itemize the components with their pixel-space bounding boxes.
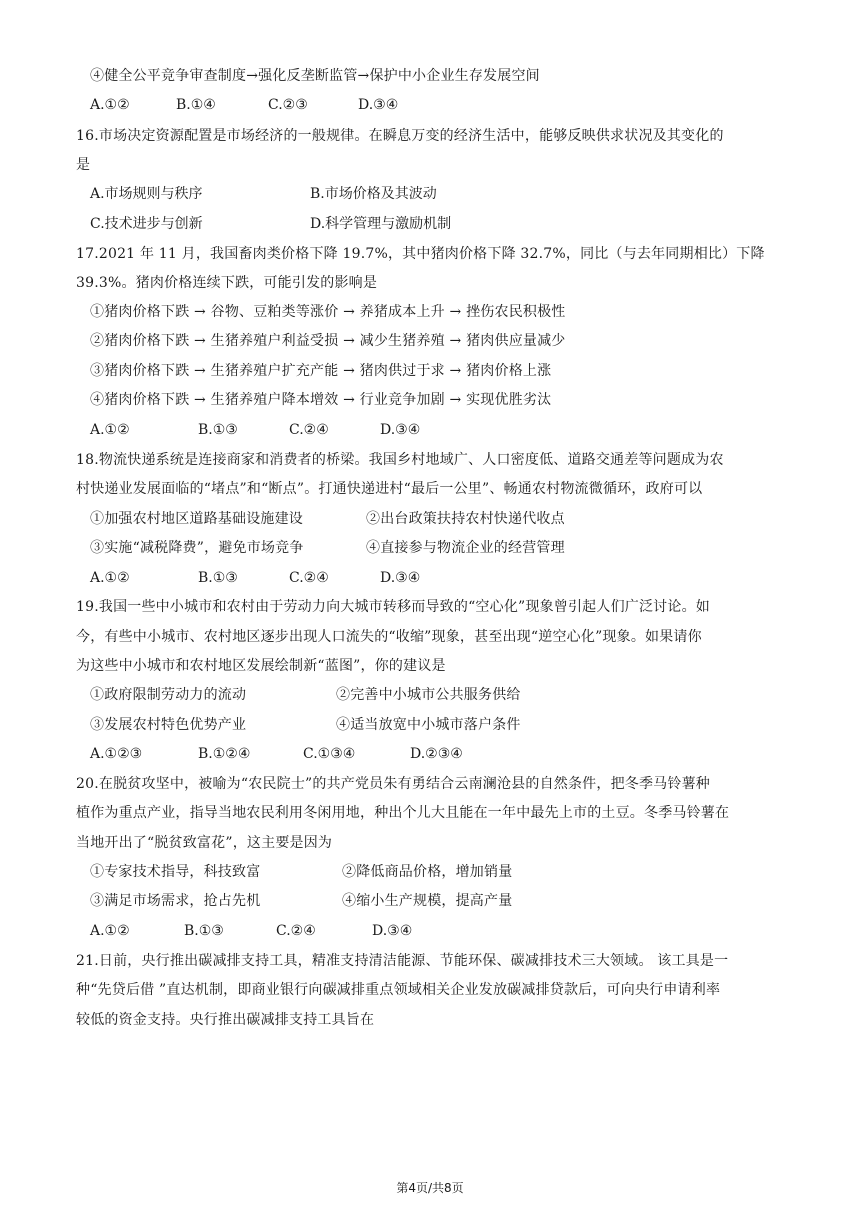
q20-stem-cont-2: 当地开出了“脱贫致富花”，这主要是因为 — [76, 835, 333, 851]
q17-option-a: A.①② — [90, 422, 130, 438]
q18-item-4: ④直接参与物流企业的经营管理 — [366, 540, 565, 556]
q15-option-d: D.③④ — [358, 97, 399, 113]
q20-item-4: ④缩小生产规模，提高产量 — [342, 893, 513, 909]
q18-option-c: C.②④ — [289, 570, 329, 586]
q20-item-3: ③满足市场需求，抢占先机 — [90, 893, 261, 909]
q19-item-3: ③发展农村特色优势产业 — [90, 717, 247, 733]
q18-stem: 18.物流快递系统是连接商家和消费者的桥梁。我国乡村地域广、人口密度低、道路交通差等问题成为农 — [76, 452, 724, 468]
q18-option-a: A.①② — [90, 570, 130, 586]
page-number: 第4页/共8页 — [396, 1181, 464, 1195]
q15-option-b: B.①④ — [176, 97, 216, 113]
q20-option-c: C.②④ — [276, 923, 316, 939]
q18-option-d: D.③④ — [380, 570, 421, 586]
q20-option-d: D.③④ — [372, 923, 413, 939]
q16-option-a: A.市场规则与秩序 — [90, 186, 203, 202]
q18-option-b: B.①③ — [198, 570, 238, 586]
q19-option-a: A.①②③ — [90, 746, 143, 762]
q16-stem-cont: 是 — [76, 157, 91, 173]
q17-item-4: ④猪肉价格下跌 → 生猪养殖户降本增效 → 行业竞争加剧 → 实现优胜劣汰 — [90, 392, 552, 408]
q17-stem: 17.2021 年 11 月，我国畜肉类价格下降 19.7%，其中猪肉价格下降 32.7%，同比（与去年同期相比）下降 — [76, 246, 765, 262]
q17-item-3: ③猪肉价格下跌 → 生猪养殖户扩充产能 → 猪肉供过于求 → 猪肉价格上涨 — [90, 363, 552, 379]
q20-item-1: ①专家技术指导，科技致富 — [90, 864, 261, 880]
q17-item-2: ②猪肉价格下跌 → 生猪养殖户利益受损 → 减少生猪养殖 → 猪肉供应量减少 — [90, 333, 566, 349]
q19-item-2: ②完善中小城市公共服务供给 — [336, 687, 521, 703]
q19-item-4: ④适当放宽中小城市落户条件 — [336, 717, 521, 733]
q21-stem: 21.日前，央行推出碳减排支持工具，精准支持清洁能源、节能环保、碳减排技术三大领域。 该工具是一 — [76, 953, 729, 969]
q20-stem-cont: 植作为重点产业，指导当地农民利用冬闲用地，种出个儿大且能在一年中最先上市的土豆。冬季马铃薯在 — [76, 805, 730, 821]
q17-option-c: C.②④ — [289, 422, 329, 438]
q19-option-b: B.①②④ — [198, 746, 251, 762]
q15-item-4: ④健全公平竞争审查制度→强化反垄断监管→保护中小企业生存发展空间 — [90, 68, 540, 84]
q18-item-2: ②出台政策扶持农村快递代收点 — [366, 511, 565, 527]
q19-option-c: C.①③④ — [303, 746, 356, 762]
q18-item-1: ①加强农村地区道路基础设施建设 — [90, 511, 303, 527]
q20-stem: 20.在脱贫攻坚中，被喻为“农民院士”的共产党员朱有勇结合云南澜沧县的自然条件，把冬季马铃薯种 — [76, 776, 710, 792]
q17-option-b: B.①③ — [198, 422, 238, 438]
q16-option-c: C.技术进步与创新 — [90, 216, 203, 232]
q15-option-a: A.①② — [90, 97, 130, 113]
q18-item-3: ③实施“减税降费”，避免市场竞争 — [90, 540, 304, 556]
q19-stem-cont-2: 为这些中小城市和农村地区发展绘制新“蓝图”，你的建议是 — [76, 658, 446, 674]
q15-option-c: C.②③ — [268, 97, 308, 113]
q21-stem-cont-2: 较低的资金支持。央行推出碳减排支持工具旨在 — [76, 1012, 375, 1028]
q20-item-2: ②降低商品价格，增加销量 — [342, 864, 513, 880]
q20-option-a: A.①② — [90, 923, 130, 939]
q16-option-d: D.科学管理与激励机制 — [310, 216, 452, 232]
q19-option-d: D.②③④ — [410, 746, 463, 762]
q16-stem: 16.市场决定资源配置是市场经济的一般规律。在瞬息万变的经济生活中，能够反映供求状况及其变化的 — [76, 128, 724, 144]
q19-item-1: ①政府限制劳动力的流动 — [90, 687, 247, 703]
q19-stem: 19.我国一些中小城市和农村由于劳动力向大城市转移而导致的“空心化”现象曾引起人们广泛讨论。如 — [76, 599, 710, 615]
q20-option-b: B.①③ — [184, 923, 224, 939]
q21-stem-cont: 种“先贷后借 ”直达机制，即商业银行向碳减排重点领域相关企业发放碳减排贷款后，可向央行申请利率 — [76, 982, 721, 998]
q17-item-1: ①猪肉价格下跌 → 谷物、豆粕类等涨价 → 养猪成本上升 → 挫伤农民积极性 — [90, 304, 566, 320]
q18-stem-cont: 村快递业发展面临的“堵点”和“断点”。打通快递进村“最后一公里”、畅通农村物流微循环，政府可以 — [76, 481, 703, 497]
q19-stem-cont: 今，有些中小城市、农村地区逐步出现人口流失的“收缩”现象，甚至出现“逆空心化”现象。如果请你 — [76, 629, 702, 645]
q17-stem-cont: 39.3%。猪肉价格连续下跌，可能引发的影响是 — [76, 275, 378, 291]
q17-option-d: D.③④ — [380, 422, 421, 438]
q16-option-b: B.市场价格及其波动 — [310, 186, 437, 202]
